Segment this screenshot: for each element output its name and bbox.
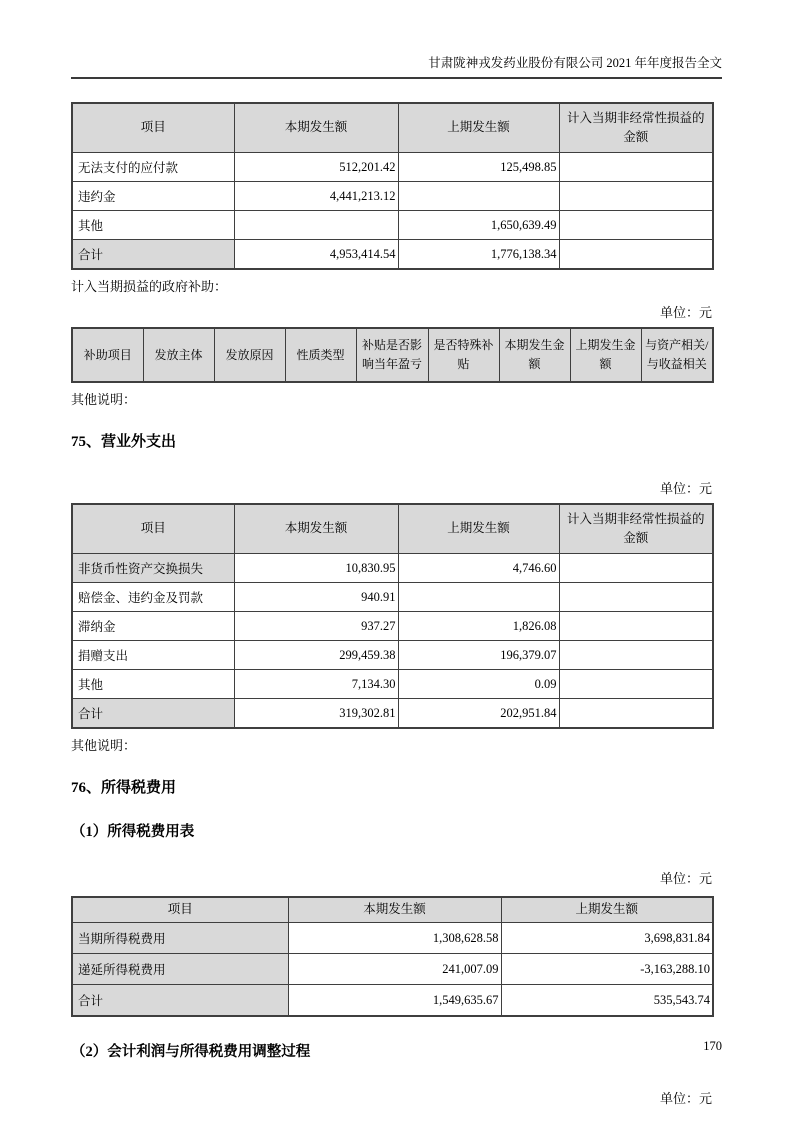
header-cell: 本期发生额 (288, 897, 501, 923)
value-cell: 0.09 (398, 670, 559, 699)
table-row (72, 211, 713, 240)
value-cell: 4,746.60 (398, 554, 559, 583)
subsection-heading-tax-adjustment: （2）会计利润与所得税费用调整过程 (71, 1044, 311, 1060)
other-notes: 其他说明： (71, 738, 137, 753)
subsection-heading-income-tax-table: （1）所得税费用表 (71, 824, 195, 840)
header-cell: 补助项目 (72, 328, 143, 382)
value-cell: 1,650,639.49 (398, 211, 559, 240)
header-cell: 补贴是否影响当年盈亏 (356, 328, 428, 382)
value-cell: 4,953,414.54 (234, 240, 398, 270)
unit-label: 单位：元 (659, 871, 712, 886)
row-label-cell: 其他 (72, 670, 234, 699)
header-cell: 项目 (72, 897, 288, 923)
unit-label: 单位：元 (659, 481, 712, 496)
value-cell: 1,549,635.67 (288, 985, 501, 1017)
section-heading-76: 76、所得税费用 (71, 780, 177, 796)
table-row (72, 554, 713, 583)
value-cell: -3,163,288.10 (501, 954, 713, 985)
value-cell (559, 182, 713, 211)
table-header-row (72, 103, 713, 153)
value-cell: 937.27 (234, 612, 398, 641)
value-cell: 940.91 (234, 583, 398, 612)
table-row (72, 954, 713, 985)
value-cell: 7,134.30 (234, 670, 398, 699)
value-cell: 202,951.84 (398, 699, 559, 729)
header-cell: 计入当期非经常性损益的金额 (559, 504, 713, 554)
section-heading-75: 75、营业外支出 (71, 434, 177, 450)
page-header (71, 0, 722, 79)
table-non-operating-expenses (71, 503, 714, 729)
header-cell: 项目 (72, 504, 234, 554)
value-cell: 299,459.38 (234, 641, 398, 670)
value-cell (559, 211, 713, 240)
table-total-row (72, 985, 713, 1017)
header-cell: 上期发生额 (398, 103, 559, 153)
value-cell (559, 583, 713, 612)
header-cell: 项目 (72, 103, 234, 153)
table-header-row (72, 897, 713, 923)
table-row (72, 182, 713, 211)
value-cell (398, 182, 559, 211)
value-cell: 10,830.95 (234, 554, 398, 583)
value-cell (559, 670, 713, 699)
value-cell: 3,698,831.84 (501, 923, 713, 954)
header-cell: 计入当期非经常性损益的金额 (559, 103, 713, 153)
value-cell: 1,308,628.58 (288, 923, 501, 954)
table-income-tax (71, 896, 714, 1017)
value-cell (559, 612, 713, 641)
header-cell: 上期发生额 (501, 897, 713, 923)
document-title: 甘肃陇神戎发药业股份有限公司 2021 年年度报告全文 (428, 56, 722, 70)
table-row (72, 670, 713, 699)
table-total-row (72, 240, 713, 270)
value-cell: 196,379.07 (398, 641, 559, 670)
row-label-cell: 合计 (72, 240, 234, 270)
row-label-cell: 非货币性资产交换损失 (72, 554, 234, 583)
row-label-cell: 赔偿金、违约金及罚款 (72, 583, 234, 612)
table-row (72, 153, 713, 182)
value-cell: 512,201.42 (234, 153, 398, 182)
value-cell (398, 583, 559, 612)
header-cell: 上期发生额 (398, 504, 559, 554)
table-row (72, 612, 713, 641)
header-cell: 本期发生额 (234, 504, 398, 554)
row-label-cell: 滞纳金 (72, 612, 234, 641)
value-cell: 241,007.09 (288, 954, 501, 985)
value-cell: 125,498.85 (398, 153, 559, 182)
gov-subsidy-note: 计入当期损益的政府补助： (71, 279, 228, 294)
table-row (72, 641, 713, 670)
header-cell: 上期发生金额 (570, 328, 641, 382)
row-label-cell: 递延所得税费用 (72, 954, 288, 985)
table-row (72, 923, 713, 954)
value-cell (234, 211, 398, 240)
table-header-row (72, 504, 713, 554)
table-total-row (72, 699, 713, 729)
header-cell: 发放原因 (214, 328, 285, 382)
other-notes: 其他说明： (71, 392, 137, 407)
value-cell (559, 641, 713, 670)
row-label-cell: 其他 (72, 211, 234, 240)
row-label-cell: 当期所得税费用 (72, 923, 288, 954)
header-cell: 与资产相关/与收益相关 (641, 328, 713, 382)
table-gov-subsidy (71, 327, 714, 383)
row-label-cell: 合计 (72, 985, 288, 1017)
unit-label: 单位：元 (659, 305, 712, 320)
value-cell: 535,543.74 (501, 985, 713, 1017)
header-cell: 发放主体 (143, 328, 214, 382)
table-header-row (72, 328, 713, 382)
header-cell: 本期发生额 (234, 103, 398, 153)
row-label-cell: 无法支付的应付款 (72, 153, 234, 182)
value-cell (559, 240, 713, 270)
value-cell: 4,441,213.12 (234, 182, 398, 211)
unit-label: 单位：元 (659, 1091, 712, 1106)
row-label-cell: 合计 (72, 699, 234, 729)
page-number: 170 (703, 1039, 722, 1053)
value-cell: 1,826.08 (398, 612, 559, 641)
value-cell (559, 153, 713, 182)
table-unpayable-payables (71, 102, 714, 270)
header-cell: 本期发生金额 (499, 328, 570, 382)
row-label-cell: 违约金 (72, 182, 234, 211)
table-row (72, 583, 713, 612)
value-cell: 319,302.81 (234, 699, 398, 729)
header-cell: 是否特殊补贴 (428, 328, 499, 382)
header-cell: 性质类型 (285, 328, 356, 382)
value-cell (559, 699, 713, 729)
row-label-cell: 捐赠支出 (72, 641, 234, 670)
value-cell: 1,776,138.34 (398, 240, 559, 270)
value-cell (559, 554, 713, 583)
